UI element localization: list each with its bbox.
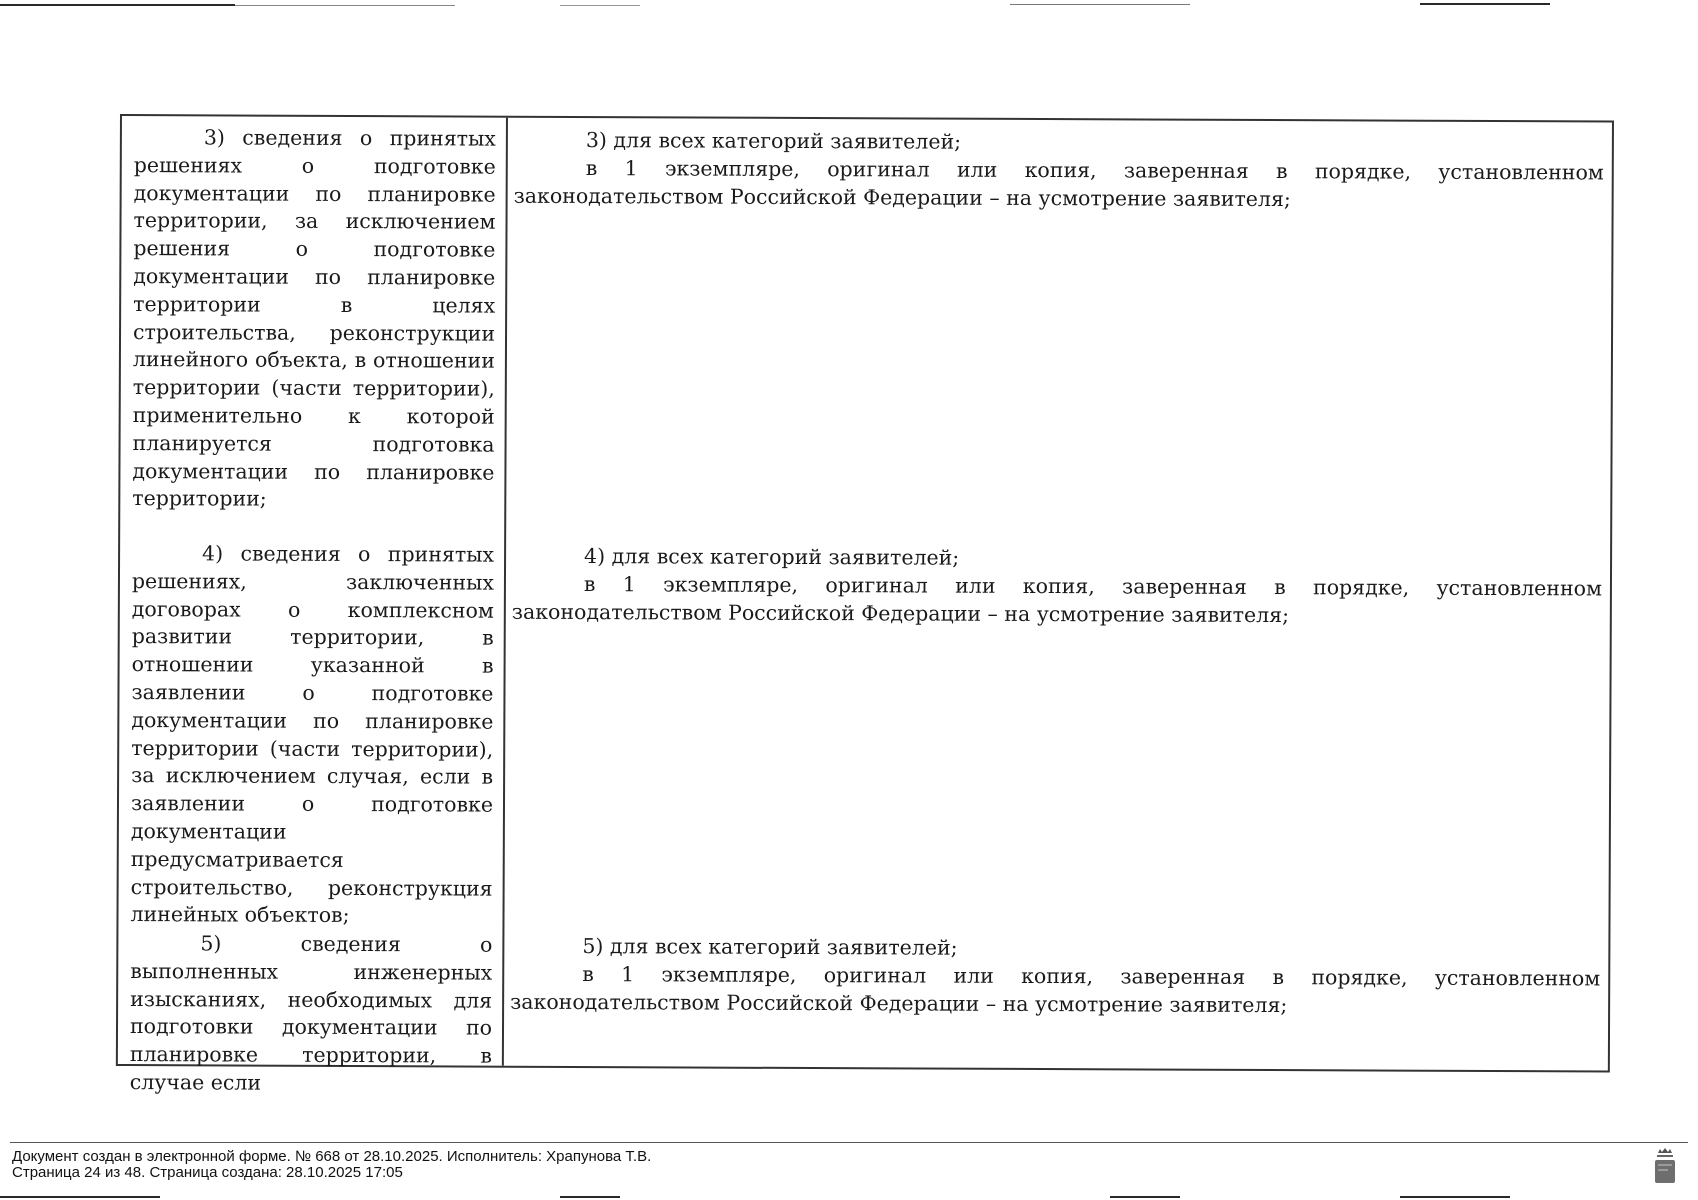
scan-artifact (0, 4, 235, 6)
right-cell-text: в 1 экземпляре, оригинал или копия, заверенная в порядке, установленном законодательством Российской Федерации – на усмотрение заявителя; (513, 156, 1604, 212)
left-cell-text: 4) сведения о принятых решениях, заключенных договорах о комплексном развитии территории, в отношении указанной в заявлении о подготовке документации по планировке территории (части территории), за исключением случая, если в заявлении о подготовке документации предусматривается строительство, реконструкция линейных объектов; (130, 541, 495, 928)
right-cell-row-5 (510, 932, 1600, 1021)
footer-line-creation-info: Документ создан в электронной форме. № 668 от 28.10.2025. Исполнитель: Храпунова Т.В. (12, 1148, 652, 1165)
scan-artifact (560, 5, 640, 6)
right-cell-text: в 1 экземпляре, оригинал или копия, заверенная в порядке, установленном законодательством Российской Федерации – на усмотрение заявителя; (511, 572, 1602, 628)
right-cell-text: в 1 экземпляре, оригинал или копия, заверенная в порядке, установленном законодательством Российской Федерации – на усмотрение заявителя; (510, 962, 1601, 1018)
scan-artifact (0, 1196, 160, 1198)
document-table (116, 114, 1614, 1095)
document-stamp-icon (1654, 1148, 1676, 1184)
right-cell-heading: 3) для всех категорий заявителей; (585, 128, 962, 154)
left-cell-text: 5) сведения о выполненных инженерных изысканиях, необходимых для подготовки документации по планировке территории, в случае если (129, 931, 493, 1095)
left-cell-row-4 (130, 540, 494, 931)
column-divider (502, 118, 508, 1066)
document-footer (12, 1149, 651, 1181)
scan-artifact (235, 5, 455, 6)
left-cell-text: 3) сведения о принятых решениях о подготовке документации по планировке территории, за исключением решения о подготовке документации по планировке территории в целях строительства, реконструкции линейного объекта, в отношении территории (части территории), применительно к которой планируется подготовка документации по планировке территории; (132, 125, 496, 512)
footer-divider (10, 1142, 1688, 1143)
right-cell-heading: 5) для всех категорий заявителей; (582, 934, 958, 960)
footer-line-page-info: Страница 24 из 48. Страница создана: 28.10.2025 17:05 (12, 1164, 403, 1181)
scan-artifact (560, 1196, 620, 1198)
right-cell-row-4 (512, 542, 1602, 631)
right-cell-row-3 (514, 126, 1604, 215)
scan-artifact (1010, 4, 1190, 5)
scan-artifact (1110, 1196, 1180, 1198)
scan-artifact (1400, 1196, 1510, 1198)
left-cell-row-3 (132, 124, 496, 515)
right-cell-heading: 4) для всех категорий заявителей; (584, 544, 960, 570)
scan-artifact (1420, 3, 1550, 5)
left-cell-row-5 (130, 930, 493, 1098)
